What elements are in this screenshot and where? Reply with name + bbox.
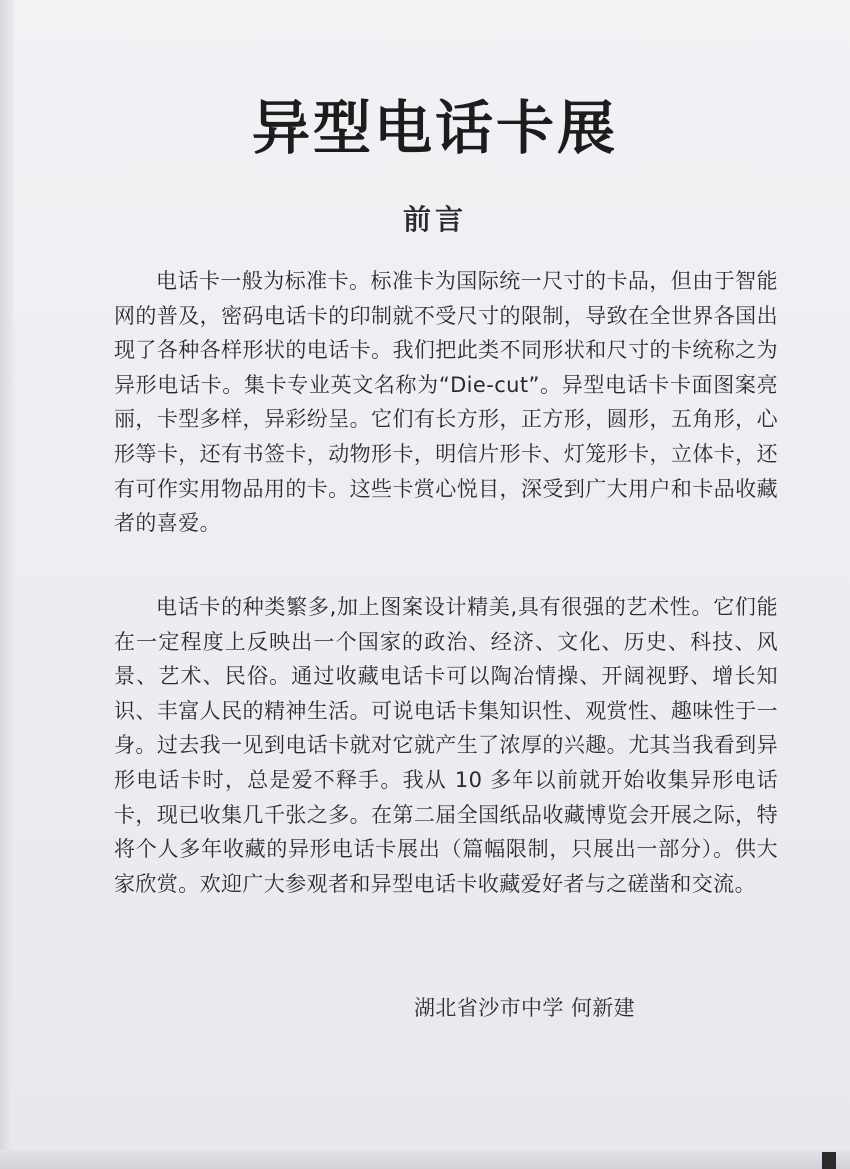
document-title: 异型电话卡展 — [251, 94, 618, 162]
page-left-fold — [0, 0, 14, 1169]
preface-paragraph-1: 电话卡一般为标准卡。标准卡为国际统一尺寸的卡品，但由于智能网的普及，密码电话卡的印制就不受尺寸的限制，导致在全世界各国出现了各种各样形状的电话卡。我们把此类不同形状和尺寸的卡统称之为异形电话卡。集卡专业英文名称为“Die-cut”。异型电话卡卡面图案亮丽，卡型多样，异彩纷呈。它们有长方形，正方形，圆形，五角形，心形等卡，还有书签卡，动物形卡，明信片形卡、灯笼形卡，立体卡，还有可作实用物品用的卡。这些卡赏心悦目，深受到广大用户和卡品收藏者的喜爱。 — [114, 269, 778, 536]
page-bottom-edge — [0, 1150, 850, 1169]
author-signature: 湖北省沙市中学 何新建 — [414, 996, 636, 1020]
corner-mark — [822, 1152, 836, 1169]
preface-heading: 前言 — [402, 203, 467, 236]
preface-paragraph-2: 电话卡的种类繁多,加上图案设计精美,具有很强的艺术性。它们能在一定程度上反映出一个国家的政治、经济、文化、历史、科技、风景、艺术、民俗。通过收藏电话卡可以陶冶情操、开阔视野、增长知识、丰富人民的精神生活。可说电话卡集知识性、观赏性、趣味性于一身。过去我一见到电话卡就对它就产生了浓厚的兴趣。尤其当我看到异形电话卡时，总是爱不释手。我从 10 多年以前就开始收集异形电话卡，现已收集几千张之多。在第二届全国纸品收藏博览会开展之际，特将个人多年收藏的异形电话卡展出（篇幅限制，只展出一部分）。供大家欣赏。欢迎广大参观者和异型电话卡收藏爱好者与之磋凿和交流。 — [114, 595, 778, 896]
